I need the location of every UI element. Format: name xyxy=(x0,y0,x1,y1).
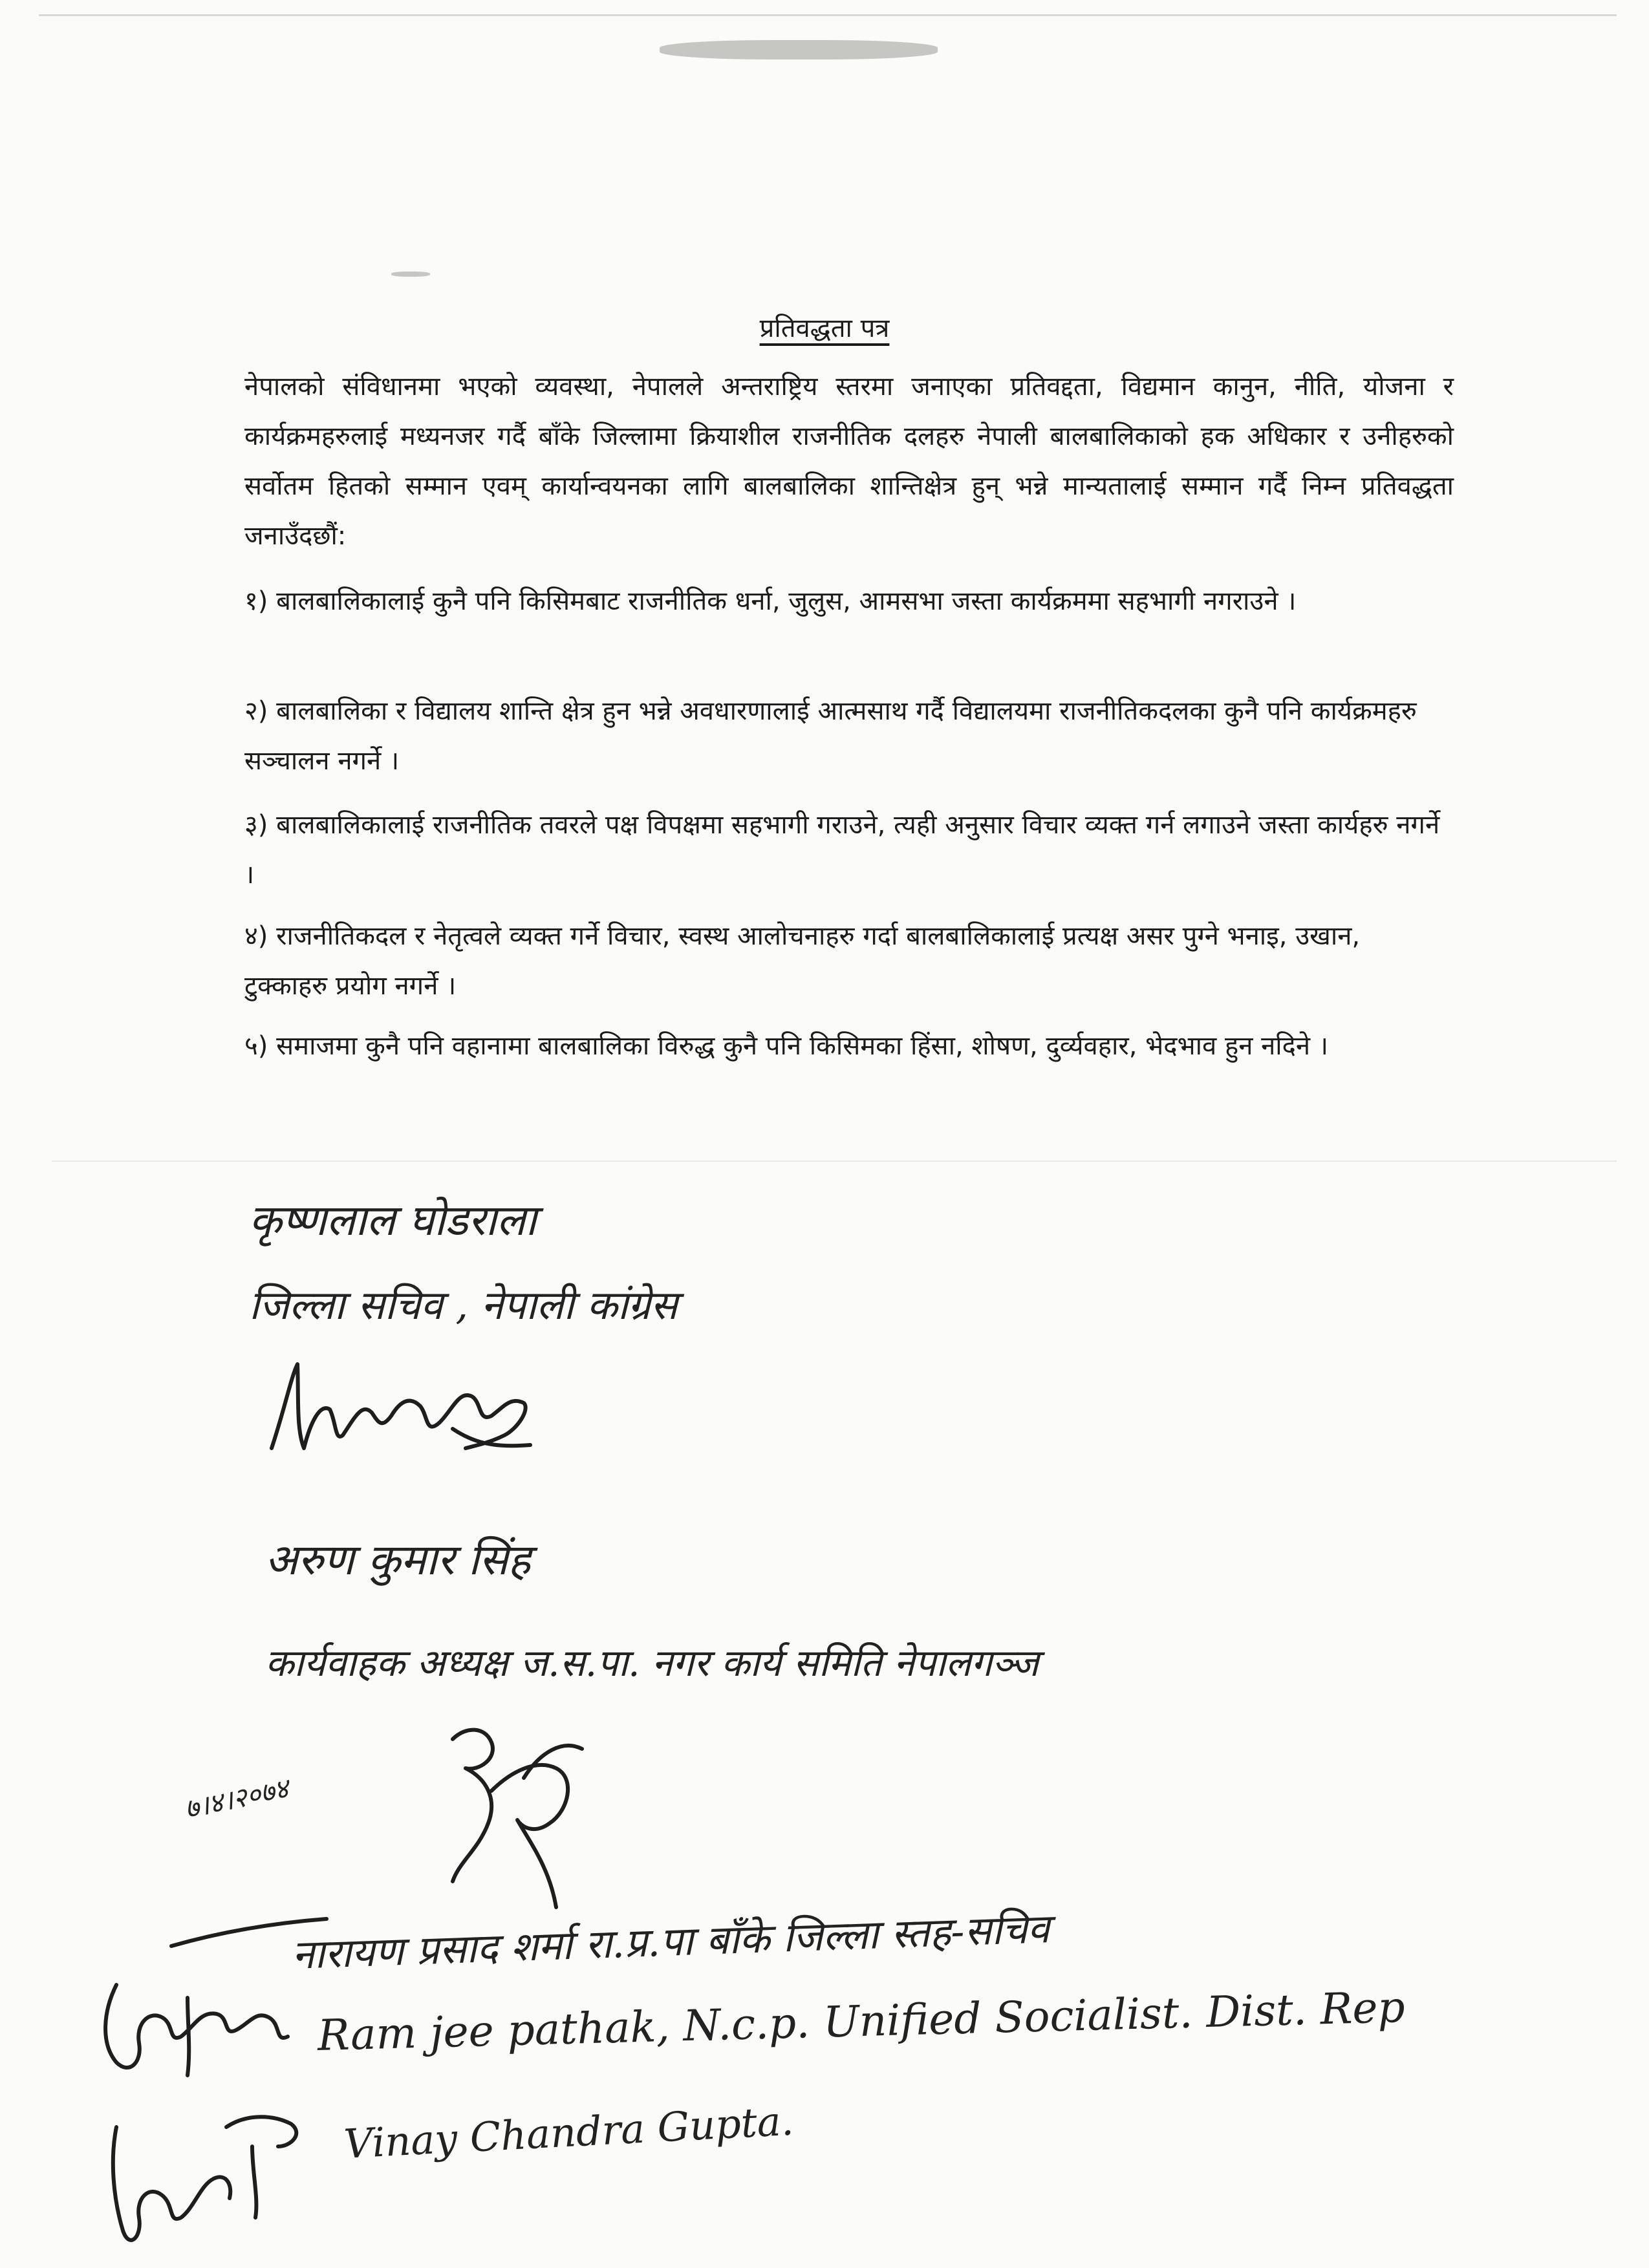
commitment-point-3: ३) बालबालिकालाई राजनीतिक तवरले पक्ष विपक्षमा सहभागी गराउने, त्यही अनुसार विचार व्यक्त गर्न लगाउने जस्ता कार्यहरु नगर्ने । xyxy=(244,810,1440,890)
commitment-point-5: ५) समाजमा कुनै पनि वहानामा बालबालिका विरुद्ध कुनै पनि किसिमका हिंसा, शोषण, दुर्व्यवहार, भेदभाव हुन नदिने । xyxy=(244,1031,1328,1061)
commitment-point-4: ४) राजनीतिकदल र नेतृत्वले व्यक्त गर्ने विचार, स्वस्थ आलोचनाहरु गर्दा बालबालिकालाई प्रत्यक्ष असर पुग्ने भनाइ, उखान, टुक्काहरु प्रयोग नगर्ने । xyxy=(244,921,1361,1001)
signatory-2-title: कार्यवाहक अध्यक्ष ज.स.पा. नगर कार्य समिति नेपालगञ्ज xyxy=(265,1641,1039,1685)
small-smudge xyxy=(391,272,430,277)
commitment-point-2: २) बालबालिका र विद्यालय शान्ति क्षेत्र हुन भन्ने अवधारणालाई आत्मसाथ गर्दै विद्यालयमा राजनीतिकदलका कुनै पनि कार्यक्रमहरु सञ्चालन नगर्ने । xyxy=(244,696,1417,776)
signature-2 xyxy=(427,1713,608,1920)
signatory-1-title: जिल्ला सचिव , नेपाली कांग्रेस xyxy=(249,1281,678,1329)
signatory-2-name: अरुण कुमार सिंह xyxy=(265,1535,531,1585)
signature-1 xyxy=(259,1351,556,1468)
signature-3 xyxy=(91,1959,310,2088)
signatory-3-line: नारायण प्रसाद शर्मा रा.प्र.पा बाँके जिल्ला स्तह-सचिव xyxy=(291,1905,1051,1978)
commitment-point-1: १) बालबालिकालाई कुनै पनि किसिमबाट राजनीतिक धर्ना, जुलुस, आमसभा जस्ता कार्यक्रममा सहभागी नगराउने । xyxy=(244,586,1297,616)
signatory-1-name: कृष्णलाल घोडराला xyxy=(249,1195,537,1245)
paper-fold-line xyxy=(52,1161,1617,1162)
signature-4 xyxy=(97,2088,317,2256)
header-smudge xyxy=(660,40,938,59)
document-title: प्रतिवद्धता पत्र xyxy=(759,314,890,343)
signatory-4-line: Ram jee pathak, N.c.p. Unified Socialist. Dist. Rep xyxy=(317,1982,1406,2060)
signature-date: ७।४।२०७४ xyxy=(182,1772,292,1825)
intro-paragraph: नेपालको संविधानमा भएको व्यवस्था, नेपालले अन्तराष्ट्रिय स्तरमा जनाएका प्रतिवद्दता, विद्यमान कानुन, नीति, योजना र कार्यक्रमहरुलाई मध्यनजर गर्दै बाँके जिल्लामा क्रियाशील राजनीतिक दलहरु नेपाली बालबालिकाको हक अधिकार र उनीहरुको सर्वोतम हितको सम्मान एवम् कार्यान्वयनका लागि बालबालिका शान्तिक्षेत्र हुन् भन्ने मान्यतालाई सम्मान गर्दै निम्न प्रतिवद्धता जनाउँदछौं: xyxy=(244,372,1454,551)
page-top-edge-line xyxy=(39,14,1617,16)
signatory-5-name: Vinay Chandra Gupta. xyxy=(343,2097,795,2168)
